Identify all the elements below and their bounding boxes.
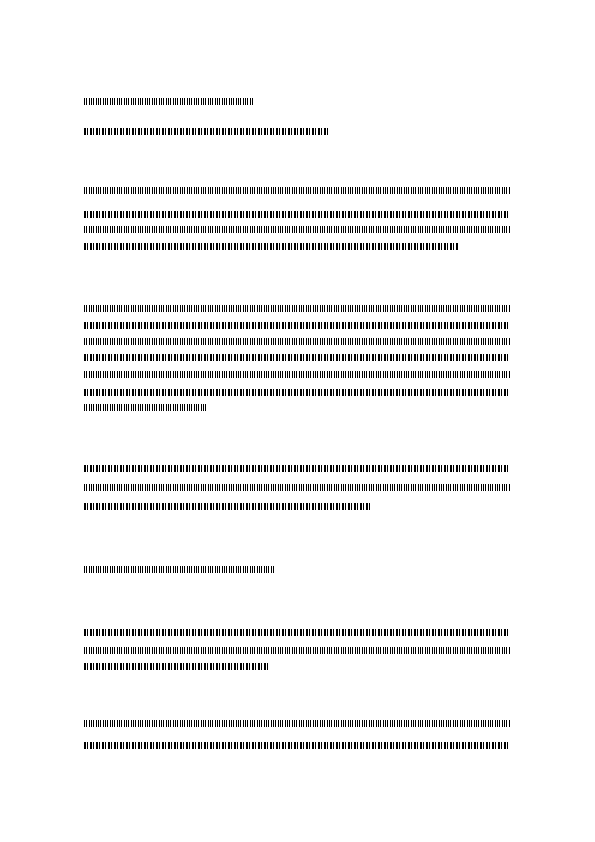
header-line-2 — [84, 128, 330, 135]
paragraph-4-line-2 — [84, 647, 510, 654]
paragraph-5-line-2 — [84, 742, 510, 749]
paragraph-2-line-5 — [84, 371, 510, 378]
paragraph-4-line-1 — [84, 629, 510, 636]
paragraph-2-line-2 — [84, 322, 510, 329]
header-line-1 — [84, 98, 254, 105]
paragraph-5-line-1 — [84, 720, 510, 727]
paragraph-2-line-7 — [84, 404, 208, 411]
paragraph-1-line-2 — [84, 211, 510, 218]
paragraph-1-line-1 — [84, 187, 510, 194]
paragraph-2-line-4 — [84, 354, 510, 361]
paragraph-3-line-1 — [84, 465, 510, 472]
paragraph-3-line-2 — [84, 484, 510, 491]
paragraph-1-line-4 — [84, 243, 458, 250]
paragraph-2-line-1 — [84, 305, 510, 312]
paragraph-3-line-3 — [84, 503, 370, 510]
paragraph-4-line-3 — [84, 663, 270, 670]
paragraph-1-line-3 — [84, 226, 510, 233]
paragraph-2-line-6 — [84, 389, 510, 396]
section-heading — [84, 566, 274, 573]
paragraph-2-line-3 — [84, 338, 510, 345]
